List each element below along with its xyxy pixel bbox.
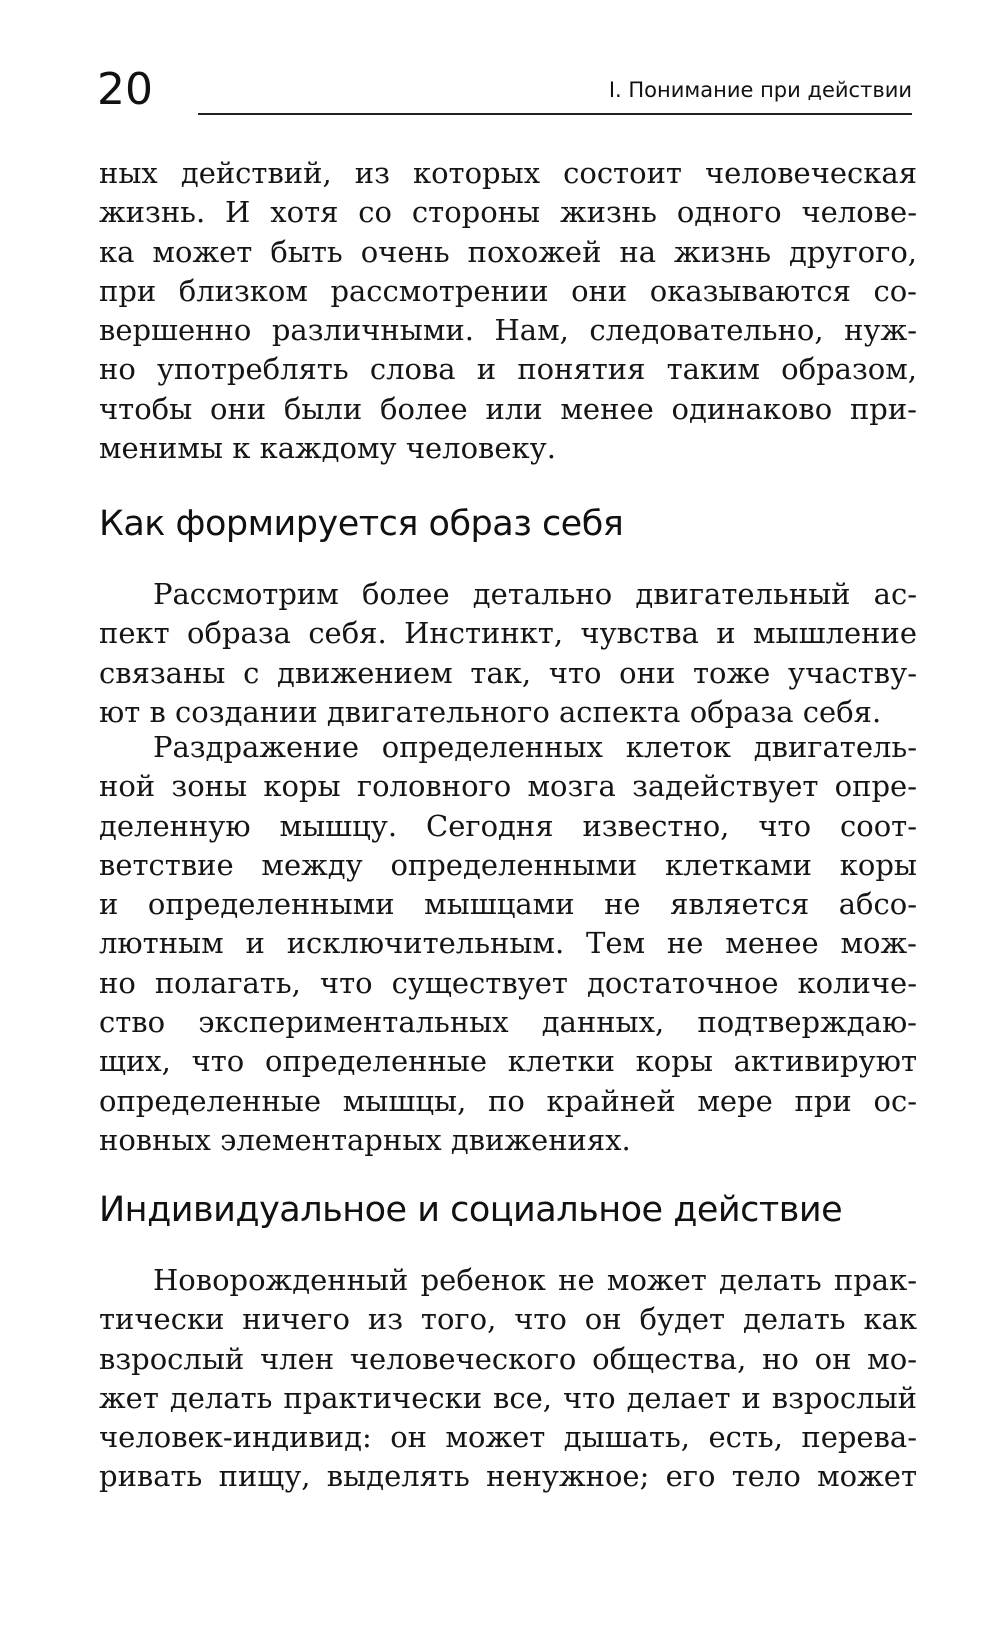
text-line: ных действий, из которых состоит человеческая <box>99 156 917 190</box>
section-heading-individual-social: Индивидуальное и социальное действие <box>99 1190 843 1230</box>
section-heading-self-image: Как формируется образ себя <box>99 504 624 544</box>
text-line: ветствие между определенными клетками коры <box>99 847 917 882</box>
text-line: ной зоны коры головного мозга задействует опре- <box>99 769 917 804</box>
text-line: ка может быть очень похожей на жизнь другого, <box>99 234 917 269</box>
text-line: деленную мышцу. Сегодня известно, что соот- <box>99 808 917 843</box>
text-line: жизнь. И хотя со стороны жизнь одного челове- <box>99 195 917 230</box>
text-line: ривать пищу, выделять ненужное; его тело может <box>99 1459 917 1494</box>
paragraph-continuation <box>99 154 917 468</box>
paragraph-individual-social-a <box>99 1261 917 1497</box>
text-line: Новорожденный ребенок не может делать прак- <box>153 1263 917 1297</box>
text-line: ют в создании двигательного аспекта образа себя. <box>99 694 882 729</box>
text-line: но полагать, что существует достаточное количе- <box>99 965 917 1000</box>
text-line: Раздражение определенных клеток двигатель- <box>153 730 917 764</box>
text-line: ство экспериментальных данных, подтверждаю- <box>99 1005 917 1040</box>
text-line: вершенно различными. Нам, следовательно, нуж- <box>99 313 917 348</box>
running-title: I. Понимание при действии <box>608 78 912 102</box>
paragraph-self-image-a <box>99 575 917 732</box>
text-line: щих, что определенные клетки коры активируют <box>99 1044 917 1079</box>
text-line: чтобы они были более или менее одинаково при- <box>99 391 917 426</box>
text-line: и определенными мышцами не является абсо- <box>99 887 917 922</box>
text-line: связаны с движением так, что они тоже участву- <box>99 655 917 690</box>
paragraph-self-image-b <box>99 728 917 1160</box>
text-line: человек-индивид: он может дышать, есть, перева- <box>99 1420 917 1455</box>
text-line: взрослый член человеческого общества, но он мо- <box>99 1341 917 1376</box>
text-line: тически ничего из того, что он будет делать как <box>99 1302 917 1337</box>
header-rule <box>198 113 912 115</box>
text-line: определенные мышцы, по крайней мере при ос- <box>99 1083 917 1118</box>
text-line: лютным и исключительным. Тем не менее мож- <box>99 926 917 961</box>
text-line: но употреблять слова и понятия таким образом, <box>99 352 917 387</box>
text-line: при близком рассмотрении они оказываются со- <box>99 273 917 308</box>
text-line: новных элементарных движениях. <box>99 1122 631 1157</box>
text-line: менимы к каждому человеку. <box>99 431 556 466</box>
text-line: Рассмотрим более детально двигательный ас- <box>153 577 917 611</box>
text-line: жет делать практически все, что делает и взрослый <box>99 1380 917 1415</box>
text-line: пект образа себя. Инстинкт, чувства и мышление <box>99 616 917 651</box>
page-number: 20 <box>97 64 153 115</box>
